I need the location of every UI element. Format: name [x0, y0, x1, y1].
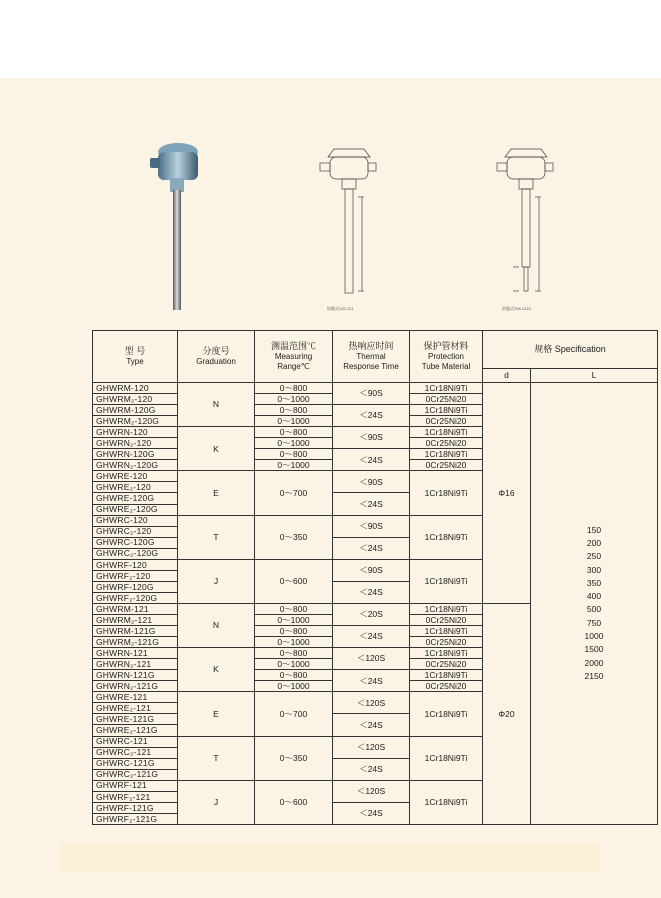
response-cell: ＜120S	[333, 692, 410, 714]
material-cell: 0Cr25Ni20	[410, 614, 483, 625]
range-cell: 0～1000	[255, 614, 333, 625]
type-cell: GHWRF₂-120	[93, 570, 178, 581]
response-cell: ＜90S	[333, 383, 410, 405]
material-cell: 1Cr18Ni9Ti	[410, 692, 483, 736]
range-cell: 0～600	[255, 559, 333, 603]
range-cell: 0～1000	[255, 659, 333, 670]
range-cell: 0～800	[255, 648, 333, 659]
L-value: 2000	[584, 657, 604, 668]
header-type: 型 号 Type	[93, 331, 178, 383]
response-cell: ＜24S	[333, 537, 410, 559]
response-cell: ＜24S	[333, 405, 410, 427]
range-cell: 0～1000	[255, 416, 333, 427]
figure-caption-2: 防爆式206 1210	[502, 306, 531, 311]
type-cell: GHWRN₂-121G	[93, 681, 178, 692]
response-cell: ＜90S	[333, 559, 410, 581]
type-cell: GHWRN-120G	[93, 449, 178, 460]
response-cell: ＜24S	[333, 670, 410, 692]
graduation-cell: J	[178, 559, 255, 603]
response-cell: ＜90S	[333, 515, 410, 537]
header-response: 热响应时间 Thermal Response Time	[333, 331, 410, 383]
type-cell: GHWRF₂-121G	[93, 813, 178, 824]
type-cell: GHWRE₂-121G	[93, 725, 178, 736]
material-cell: 1Cr18Ni9Ti	[410, 405, 483, 416]
material-cell: 0Cr25Ni20	[410, 681, 483, 692]
range-cell: 0～800	[255, 626, 333, 637]
thermocouple-drawing-2	[495, 145, 565, 305]
type-cell: GHWRE-120G	[93, 493, 178, 504]
material-cell: 0Cr25Ni20	[410, 416, 483, 427]
graduation-cell: E	[178, 471, 255, 515]
response-cell: ＜24S	[333, 802, 410, 824]
type-cell: GHWRN₂-120G	[93, 460, 178, 471]
response-cell: ＜24S	[333, 758, 410, 780]
material-cell: 1Cr18Ni9Ti	[410, 670, 483, 681]
range-cell: 0～800	[255, 383, 333, 394]
type-cell: GHWRM-120G	[93, 405, 178, 416]
material-cell: 0Cr25Ni20	[410, 438, 483, 449]
type-cell: GHWRF-120	[93, 559, 178, 570]
figure-caption-1: 防爆式120 121	[327, 306, 354, 311]
response-cell: ＜24S	[333, 493, 410, 515]
material-cell: 1Cr18Ni9Ti	[410, 515, 483, 559]
type-cell: GHWRC₂-121G	[93, 769, 178, 780]
range-cell: 0～800	[255, 449, 333, 460]
range-cell: 0～1000	[255, 438, 333, 449]
L-value: 750	[586, 617, 602, 628]
range-cell: 0～600	[255, 780, 333, 824]
type-cell: GHWRC-120	[93, 515, 178, 526]
response-cell: ＜120S	[333, 780, 410, 802]
type-cell: GHWRF₂-121	[93, 791, 178, 802]
type-cell: GHWRN₂-121	[93, 659, 178, 670]
L-value: 150	[586, 524, 602, 535]
specification-table	[92, 330, 658, 825]
material-cell: 1Cr18Ni9Ti	[410, 648, 483, 659]
thermocouple-photo	[148, 140, 204, 312]
graduation-cell: K	[178, 648, 255, 692]
L-value: 250	[586, 551, 602, 562]
response-cell: ＜120S	[333, 648, 410, 670]
type-cell: GHWRC₂-121	[93, 747, 178, 758]
type-cell: GHWRM₂-121	[93, 614, 178, 625]
material-cell: 1Cr18Ni9Ti	[410, 383, 483, 394]
type-cell: GHWRF-120G	[93, 581, 178, 592]
material-cell: 1Cr18Ni9Ti	[410, 471, 483, 515]
type-cell: GHWRN₂-120	[93, 438, 178, 449]
material-cell: 1Cr18Ni9Ti	[410, 427, 483, 438]
type-cell: GHWRE₂-121	[93, 703, 178, 714]
response-cell: ＜24S	[333, 714, 410, 736]
L-value: 500	[586, 604, 602, 615]
range-cell: 0～1000	[255, 460, 333, 471]
material-cell: 0Cr25Ni20	[410, 637, 483, 648]
d-cell: Φ20	[483, 603, 531, 824]
type-cell: GHWRN-121	[93, 648, 178, 659]
header-d: d	[483, 369, 531, 383]
type-cell: GHWRF₂-120G	[93, 592, 178, 603]
response-cell: ＜90S	[333, 427, 410, 449]
response-cell: ＜24S	[333, 581, 410, 603]
material-cell: 1Cr18Ni9Ti	[410, 780, 483, 824]
thermocouple-drawing-1	[318, 145, 388, 305]
type-cell: GHWRC₂-120	[93, 526, 178, 537]
header-material: 保护管材料 Protection Tube Material	[410, 331, 483, 383]
response-cell: ＜20S	[333, 603, 410, 625]
type-cell: GHWRM₂-120G	[93, 416, 178, 427]
type-cell: GHWRF-121	[93, 780, 178, 791]
L-value: 300	[586, 564, 602, 575]
L-value: 2150	[584, 670, 604, 681]
L-value: 400	[586, 591, 602, 602]
table-row	[93, 383, 658, 394]
graduation-cell: N	[178, 603, 255, 647]
graduation-cell: J	[178, 780, 255, 824]
response-cell: ＜90S	[333, 471, 410, 493]
type-cell: GHWRM₂-120	[93, 394, 178, 405]
type-cell: GHWRC-121G	[93, 758, 178, 769]
header-L: L	[531, 369, 658, 383]
range-cell: 0～350	[255, 515, 333, 559]
graduation-cell: E	[178, 692, 255, 736]
type-cell: GHWRM-121	[93, 603, 178, 614]
range-cell: 0～350	[255, 736, 333, 780]
type-cell: GHWRM₂-121G	[93, 637, 178, 648]
footer-strip	[60, 842, 600, 872]
top-margin	[0, 0, 661, 78]
range-cell: 0～800	[255, 603, 333, 614]
L-cell	[531, 383, 658, 825]
type-cell: GHWRE₂-120G	[93, 504, 178, 515]
response-cell: ＜120S	[333, 736, 410, 758]
type-cell: GHWRM-121G	[93, 626, 178, 637]
L-value: 200	[586, 537, 602, 548]
range-cell: 0～800	[255, 405, 333, 416]
response-cell: ＜24S	[333, 626, 410, 648]
L-value: 1500	[584, 644, 604, 655]
type-cell: GHWRM-120	[93, 383, 178, 394]
range-cell: 0～700	[255, 692, 333, 736]
range-cell: 0～800	[255, 427, 333, 438]
material-cell: 1Cr18Ni9Ti	[410, 736, 483, 780]
type-cell: GHWRN-120	[93, 427, 178, 438]
range-cell: 0～1000	[255, 394, 333, 405]
type-cell: GHWRC₂-120G	[93, 548, 178, 559]
material-cell: 1Cr18Ni9Ti	[410, 626, 483, 637]
graduation-cell: T	[178, 736, 255, 780]
type-cell: GHWRE-121G	[93, 714, 178, 725]
type-cell: GHWRF-121G	[93, 802, 178, 813]
material-cell: 1Cr18Ni9Ti	[410, 559, 483, 603]
type-cell: GHWRC-120G	[93, 537, 178, 548]
type-cell: GHWRN-121G	[93, 670, 178, 681]
L-value: 350	[586, 577, 602, 588]
type-cell: GHWRE-121	[93, 692, 178, 703]
type-cell: GHWRE-120	[93, 471, 178, 482]
header-range: 测温范围℃ Measuring Range℃	[255, 331, 333, 383]
L-value: 1000	[584, 631, 604, 642]
graduation-cell: N	[178, 383, 255, 427]
range-cell: 0～1000	[255, 637, 333, 648]
graduation-cell: T	[178, 515, 255, 559]
header-graduation: 分度号 Graduation	[178, 331, 255, 383]
material-cell: 1Cr18Ni9Ti	[410, 603, 483, 614]
material-cell: 0Cr25Ni20	[410, 460, 483, 471]
type-cell: GHWRE₂-120	[93, 482, 178, 493]
material-cell: 0Cr25Ni20	[410, 394, 483, 405]
range-cell: 0～1000	[255, 681, 333, 692]
response-cell: ＜24S	[333, 449, 410, 471]
material-cell: 0Cr25Ni20	[410, 659, 483, 670]
material-cell: 1Cr18Ni9Ti	[410, 449, 483, 460]
graduation-cell: K	[178, 427, 255, 471]
type-cell: GHWRC-121	[93, 736, 178, 747]
d-cell: Φ16	[483, 383, 531, 604]
range-cell: 0～700	[255, 471, 333, 515]
header-specification: 规格 Specification	[483, 331, 658, 369]
range-cell: 0～800	[255, 670, 333, 681]
